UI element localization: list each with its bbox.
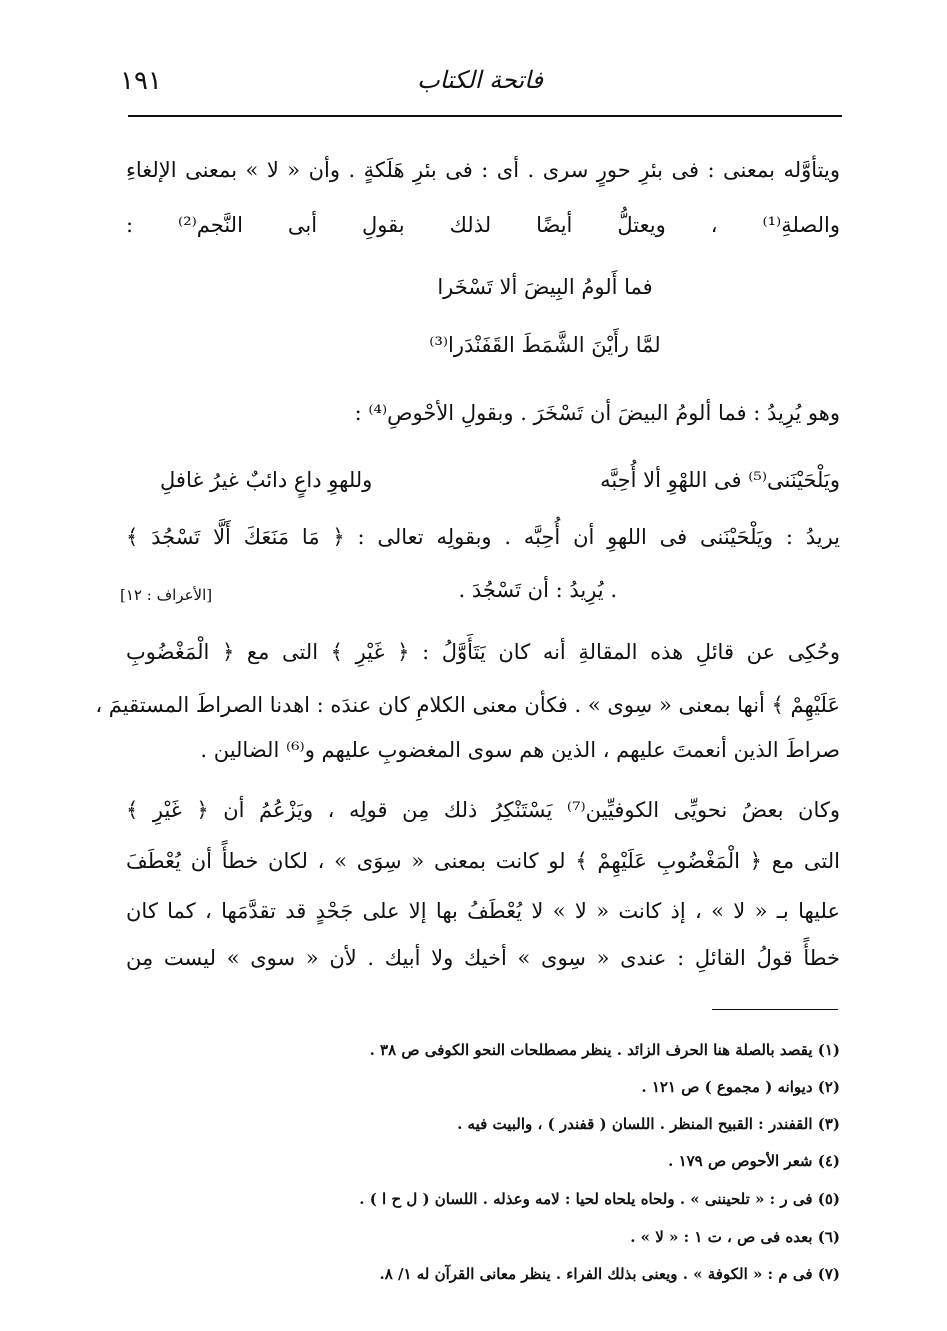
- body-line-3: وهو يُرِيدُ : فما ألومُ البيضَ أن تَسْخَرَ . وبقولِ الأحْوصِ⁽⁴⁾ :: [354, 401, 840, 425]
- footnote-5: (٥) فى ر : « تلحيننى » . ولحاه يلحاه لحيا : لامه وعذله . اللسان ( ل ح ا ) .: [359, 1190, 840, 1208]
- body-line-11: عليها بـ « لا » ، إذ كانت « لا » لا يُعْطَفُ بها إلا على جَحْدٍ قد تقدَّمَها ، كما كان: [126, 899, 840, 923]
- footnote-2: (٢) ديوانه ( مجموع ) ص ١٢١ .: [641, 1078, 840, 1096]
- poem-hemistich-1: ويَلْحَيْنَنى⁽⁵⁾ فى اللهْوِ ألا أُحِبَّه: [600, 468, 840, 492]
- body-line-5-text: . يُرِيدُ : أن تَسْجُدَ .: [458, 578, 617, 602]
- body-line-8: صراطَ الذين أنعمتَ عليهم ، الذين هم سوى المغضوبِ عليهم و⁽⁶⁾ الضالين .: [200, 738, 840, 762]
- footnote-rule: [712, 1009, 838, 1010]
- body-line-12: خطأً قولُ القائلِ : عندى « سِوى » أخيك ولا أبيك . لأن « سوى » ليست مِن: [126, 946, 840, 970]
- header-rule: [128, 115, 842, 117]
- footnote-3: (٣) القفندر : القبيح المنظر . اللسان ( قفندر ) ، والبيت فيه .: [457, 1115, 840, 1133]
- body-line-1: ويتأوَّله بمعنى : فى بئرِ حورٍ سرى . أى : فى بئرِ هَلَكةٍ . وأن « لا » بمعنى الإلغاءِ: [126, 158, 840, 182]
- quran-reference: [الأعراف : ١٢]: [120, 586, 213, 604]
- verse-line-1: فما أَلومُ البِيضَ ألا تَسْخَرا: [437, 275, 653, 299]
- body-line-9: وكان بعضُ نحويِّى الكوفيِّين⁽⁷⁾ يَسْتَنْكِرُ ذلك مِن قولِه ، ويَزْعُمُ أن ﴿ غَيْرِ ﴾: [126, 798, 840, 822]
- body-line-7: عَلَيْهِمْ ﴾ أنها بمعنى « سِوى » . فكأن معنى الكلامِ كان عندَه : اهدنا الصراطَ المستقيمَ ،: [95, 693, 840, 717]
- footnote-6: (٦) بعده فى ص ، ت ١ : « لا » .: [630, 1228, 840, 1246]
- body-line-10: التى مع ﴿ الْمَغْضُوبِ عَلَيْهِمْ ﴾ لو كانت بمعنى « سِوَى » ، لكان خطأً أن يُعْطَفَ: [126, 849, 840, 873]
- running-title: فاتحة الكتاب: [417, 66, 543, 94]
- body-line-2: والصلةِ⁽¹⁾ ، ويعتلُّ أيضًا لذلك بقولِ أبى النَّجم⁽²⁾ :: [126, 213, 840, 237]
- body-line-4: يريدُ : ويَلْحَيْنَنى فى اللهوِ أن أُحِبَّه . وبقولِه تعالى : ﴿ مَا مَنَعَكَ أَلَّا تَسْجُدَ ﴾: [126, 525, 840, 549]
- verse-line-2: لمَّا رأَيْنَ الشَّمَطَ القَفَنْدَرا⁽³⁾: [429, 333, 661, 357]
- footnote-1: (١) يقصد بالصلة هنا الحرف الزائد . ينظر مصطلحات النحو الكوفى ص ٣٨ .: [369, 1041, 840, 1059]
- page-number: ١٩١: [120, 66, 162, 96]
- body-line-6: وحُكِى عن قائلِ هذه المقالةِ أنه كان يَتَأَوَّلُ : ﴿ غَيْرِ ﴾ التى مع ﴿ الْمَغْضُوبِ: [126, 640, 840, 664]
- footnote-7: (٧) فى م : « الكوفة » . ويعنى بذلك الفراء . ينظر معانى القرآن له ١/ ٨.: [379, 1265, 840, 1283]
- poem-hemistich-2: وللهوِ داعٍ دائبٌ غيرُ غافلِ: [160, 468, 373, 492]
- footnote-4: (٤) شعر الأحوص ص ١٧٩ .: [668, 1152, 840, 1170]
